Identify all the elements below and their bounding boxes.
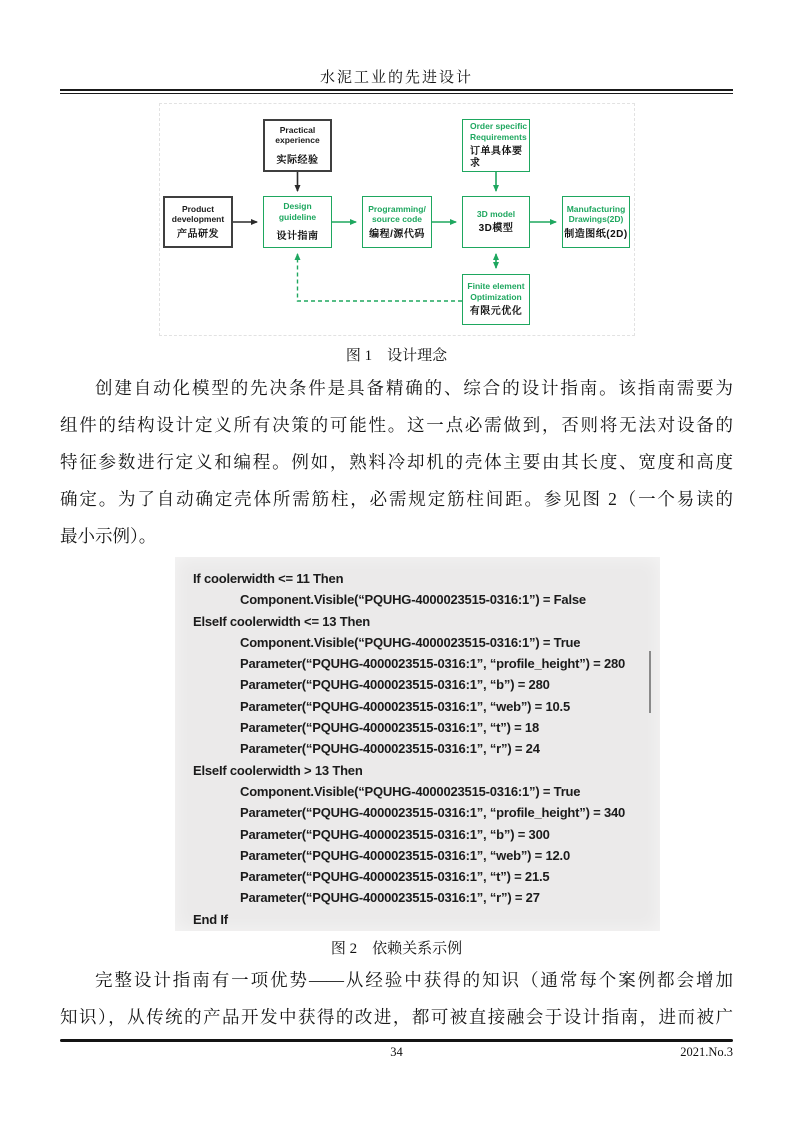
code-line: Parameter(“PQUHG-4000023515-0316:1”, “r”) = 27	[240, 890, 540, 906]
code-line: If coolerwidth <= 11 Then	[193, 571, 344, 586]
code-line: ElseIf coolerwidth > 13 Then	[193, 762, 363, 778]
node-label-en: 3D model	[476, 208, 516, 219]
code-line: Component.Visible(“PQUHG-4000023515-0316:1”) = False	[240, 592, 586, 608]
node-label-zh: 订单具体要求	[470, 146, 523, 169]
node-label-en: Finite element	[467, 281, 525, 291]
flow-node-order-requirements	[462, 119, 530, 172]
node-label-zh: 有限元优化	[469, 306, 523, 317]
paragraph-line: 特征参数进行定义和编程。例如，熟料冷却机的壳体主要由其长度、宽度和高度	[60, 452, 733, 472]
node-label-en: Programming/	[368, 203, 426, 214]
node-label-en: development	[171, 214, 225, 224]
figure2-code-screenshot	[175, 557, 660, 931]
node-label-en: Requirements	[470, 131, 527, 142]
node-label-zh: 3D模型	[478, 223, 514, 235]
flow-node-product-development	[163, 196, 233, 248]
node-label-zh: 编程/源代码	[369, 228, 425, 240]
arrow-finite-feedback-to-design	[298, 254, 463, 301]
paragraph-line: 确定。为了自动确定壳体所需筋柱，必需规定筋柱间距。参见图 2（一个易读的	[60, 489, 733, 509]
flow-node-programming-source-code	[362, 196, 432, 248]
page-number: 34	[390, 1045, 403, 1059]
code-line: ElseIf coolerwidth <= 13 Then	[193, 613, 370, 629]
node-label-en: experience	[275, 135, 320, 145]
code-line: Parameter(“PQUHG-4000023515-0316:1”, “b”) = 280	[240, 677, 550, 693]
code-line: Parameter(“PQUHG-4000023515-0316:1”, “b”) = 300	[240, 826, 550, 842]
node-label-en: Optimization	[470, 291, 522, 302]
paragraph-line: 最小示例）。	[60, 526, 157, 546]
page-header-title: 水泥工业的先进设计	[319, 70, 473, 86]
code-line: Parameter(“PQUHG-4000023515-0316:1”, “t”) = 21.5	[240, 869, 550, 885]
node-label-en: Practical	[279, 124, 316, 135]
code-line: Component.Visible(“PQUHG-4000023515-0316:1”) = True	[240, 783, 581, 799]
issue-number: 2021.No.3	[680, 1045, 733, 1059]
node-label-zh: 制造图纸(2D)	[564, 228, 628, 240]
code-line: Parameter(“PQUHG-4000023515-0316:1”, “t”) = 18	[240, 720, 539, 736]
node-label-en: Manufacturing	[566, 203, 626, 214]
code-line: Parameter(“PQUHG-4000023515-0316:1”, “profile_height”) = 280	[240, 656, 626, 672]
paragraph-line: 知识），从传统的产品开发中获得的改进，都可被直接融会于设计指南，进而被广	[60, 1007, 733, 1027]
footer-rule	[60, 1039, 733, 1042]
code-line: Parameter(“PQUHG-4000023515-0316:1”, “web”) = 12.0	[240, 847, 570, 863]
figure2-caption: 图 2 依赖关系示例	[330, 941, 463, 957]
node-label-en: Order specific	[470, 121, 528, 131]
flow-node-manufacturing-drawings	[562, 196, 630, 248]
code-line: Parameter(“PQUHG-4000023515-0316:1”, “profile_height”) = 340	[240, 805, 626, 821]
flow-node-design-guideline	[263, 196, 332, 248]
code-line: End If	[193, 911, 228, 927]
node-label-zh: 产品研发	[177, 228, 219, 240]
figure1-flowchart	[159, 103, 635, 336]
paragraph-line: 组件的结构设计定义所有决策的可能性。这一点必需做到，否则将无法对设备的	[60, 415, 733, 435]
node-label-en: Product	[181, 203, 215, 214]
code-line: Parameter(“PQUHG-4000023515-0316:1”, “r”) = 24	[240, 741, 540, 757]
header-double-rule	[60, 89, 733, 94]
node-label-en: Drawings(2D)	[568, 214, 624, 224]
node-label-en: Design guideline	[278, 201, 317, 222]
flow-node-practical-experience	[263, 119, 332, 172]
figure1-caption: 图 1 设计理念	[345, 348, 448, 364]
paragraph-line: 创建自动化模型的先决条件是具备精确的、综合的设计指南。该指南需要为	[95, 378, 733, 398]
code-line: Parameter(“PQUHG-4000023515-0316:1”, “web”) = 10.5	[240, 698, 570, 714]
code-line: Component.Visible(“PQUHG-4000023515-0316:1”) = True	[240, 634, 581, 650]
node-label-zh: 设计指南	[276, 231, 319, 242]
flow-node-3d-model	[462, 196, 530, 248]
paragraph-2	[60, 962, 733, 1036]
flow-node-finite-element-optimization	[462, 274, 530, 325]
node-label-en: source code	[371, 214, 423, 224]
scan-artifact-line	[649, 651, 651, 713]
paragraph-line: 完整设计指南有一项优势——从经验中获得的知识（通常每个案例都会增加	[95, 970, 733, 990]
node-label-zh: 实际经验	[276, 154, 319, 166]
paragraph-1	[60, 370, 733, 555]
